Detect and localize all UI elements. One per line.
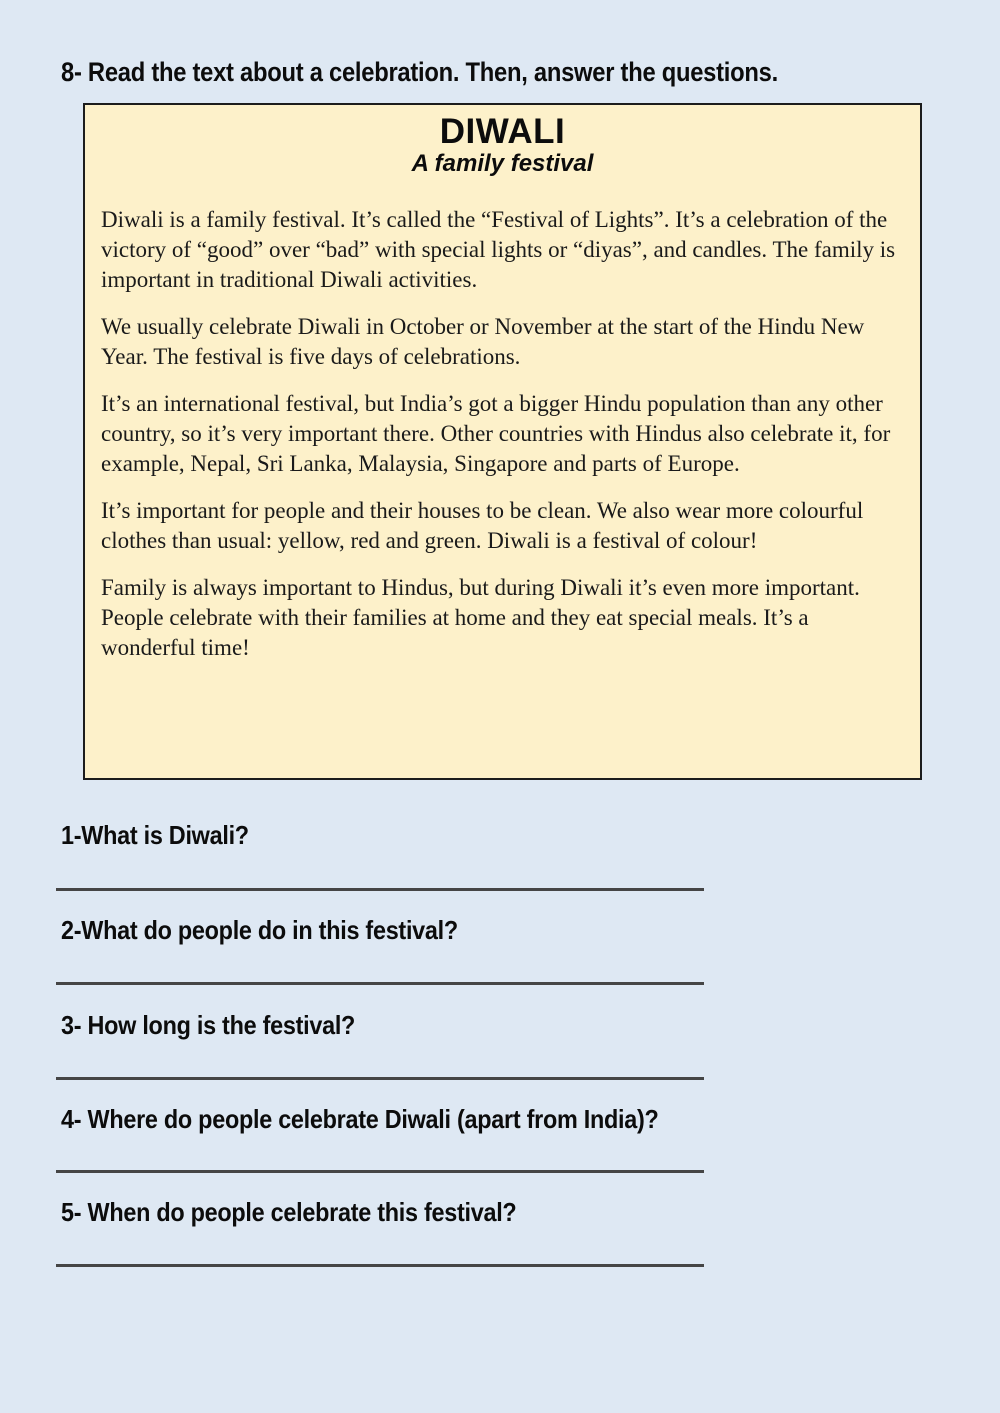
passage-paragraph-4: It’s important for people and their houses to be clean. We also wear more colourful clothes than usual: yellow, red and green. Diwali is a festival of colour! bbox=[101, 498, 864, 553]
passage-paragraph-5: Family is always important to Hindus, but during Diwali it’s even more important. People celebrate with their families at home and they eat special meals. It’s a wonderful time! bbox=[101, 575, 860, 660]
question-2-label: 2-What do people do in this festival? bbox=[61, 915, 458, 945]
passage-body bbox=[85, 205, 920, 663]
answer-input-1[interactable] bbox=[56, 855, 704, 891]
answer-input-4[interactable] bbox=[56, 1137, 704, 1173]
passage-paragraph-3: It’s an international festival, but India’s got a bigger Hindu population than any other country, so it’s very important there. Other countries with Hindus also celebrate it, for example, Nepal, Sri Lanka, Malaysia, Singapore and parts of Europe. bbox=[101, 391, 891, 476]
passage-paragraph-1: Diwali is a family festival. It’s called the “Festival of Lights”. It’s a celebration of the victory of “good” over “bad” with special lights or “diyas”, and candles. The family is important in traditional Diwali activities. bbox=[101, 207, 896, 292]
passage-subtitle: A family festival bbox=[411, 150, 594, 177]
question-4-label: 4- Where do people celebrate Diwali (apart from India)? bbox=[61, 1104, 659, 1134]
answer-input-2[interactable] bbox=[56, 949, 704, 985]
question-3-label: 3- How long is the festival? bbox=[61, 1010, 356, 1040]
passage-title: DIWALI bbox=[439, 112, 566, 151]
answer-input-5[interactable] bbox=[56, 1231, 704, 1267]
passage-paragraph-2: We usually celebrate Diwali in October or November at the start of the Hindu New Year. The festival is five days of celebrations. bbox=[101, 314, 865, 369]
answer-input-3[interactable] bbox=[56, 1044, 704, 1080]
exercise-instruction: 8- Read the text about a celebration. Then, answer the questions. bbox=[61, 57, 778, 87]
reading-passage-box bbox=[83, 103, 922, 780]
question-1-label: 1-What is Diwali? bbox=[61, 820, 249, 850]
question-5-label: 5- When do people celebrate this festival? bbox=[61, 1197, 517, 1227]
